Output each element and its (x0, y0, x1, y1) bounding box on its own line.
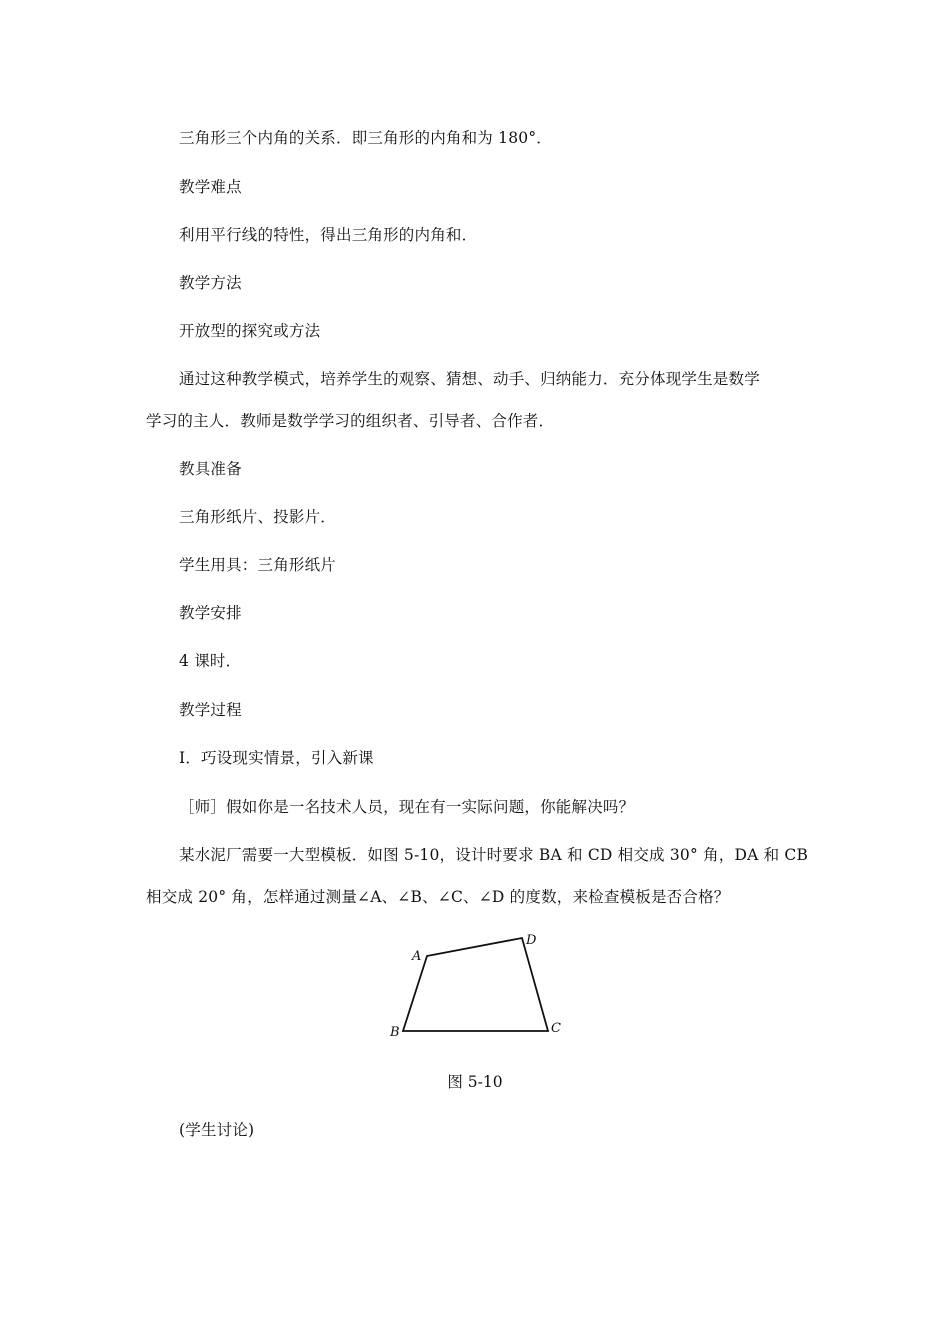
vertex-label-a: A (412, 949, 422, 964)
heading-teaching-schedule: 教学安排 (179, 604, 242, 622)
heading-teaching-difficulty: 教学难点 (179, 178, 242, 196)
paragraph-teacher-question: ［师］假如你是一名技术人员，现在有一实际问题，你能解决吗？ (179, 798, 635, 816)
paragraph-mode-line1: 通过这种教学模式，培养学生的观察、猜想、动手、归纳能力．充分体现学生是数学 (179, 370, 760, 388)
heading-teaching-process: 教学过程 (179, 701, 242, 719)
paragraph-mode-line2: 学习的主人．教师是数学学习的组织者、引导者、合作者． (146, 412, 555, 430)
heading-teaching-method: 教学方法 (179, 274, 242, 292)
heading-teaching-aids: 教具准备 (179, 460, 242, 478)
paragraph-angle-sum: 三角形三个内角的关系．即三角形的内角和为 180°． (179, 129, 552, 147)
quadrilateral-shape (403, 938, 548, 1031)
figure-caption: 图 5-10 (447, 1073, 503, 1091)
paragraph-difficulty: 利用平行线的特性，得出三角形的内角和． (179, 226, 478, 244)
paragraph-schedule: 4 课时． (179, 652, 242, 670)
vertex-label-b: B (390, 1025, 400, 1040)
paragraph-student-discussion: (学生讨论) (179, 1121, 255, 1139)
vertex-label-c: C (551, 1021, 561, 1036)
paragraph-problem-line2: 相交成 20° 角，怎样通过测量∠A、∠B、∠C、∠D 的度数，来检查模板是否合格？ (146, 888, 730, 906)
vertex-label-d: D (526, 933, 537, 948)
paragraph-method: 开放型的探究或方法 (179, 322, 321, 340)
paragraph-student-tools: 学生用具：三角形纸片 (179, 556, 337, 574)
paragraph-aids: 三角形纸片、投影片． (179, 508, 337, 526)
section-title-intro: Ⅰ．巧设现实情景，引入新课 (179, 749, 374, 767)
quadrilateral-figure (380, 925, 580, 1045)
paragraph-problem-line1: 某水泥厂需要一大型模板．如图 5-10，设计时要求 BA 和 CD 相交成 30° 角，DA 和 CB (179, 846, 809, 864)
